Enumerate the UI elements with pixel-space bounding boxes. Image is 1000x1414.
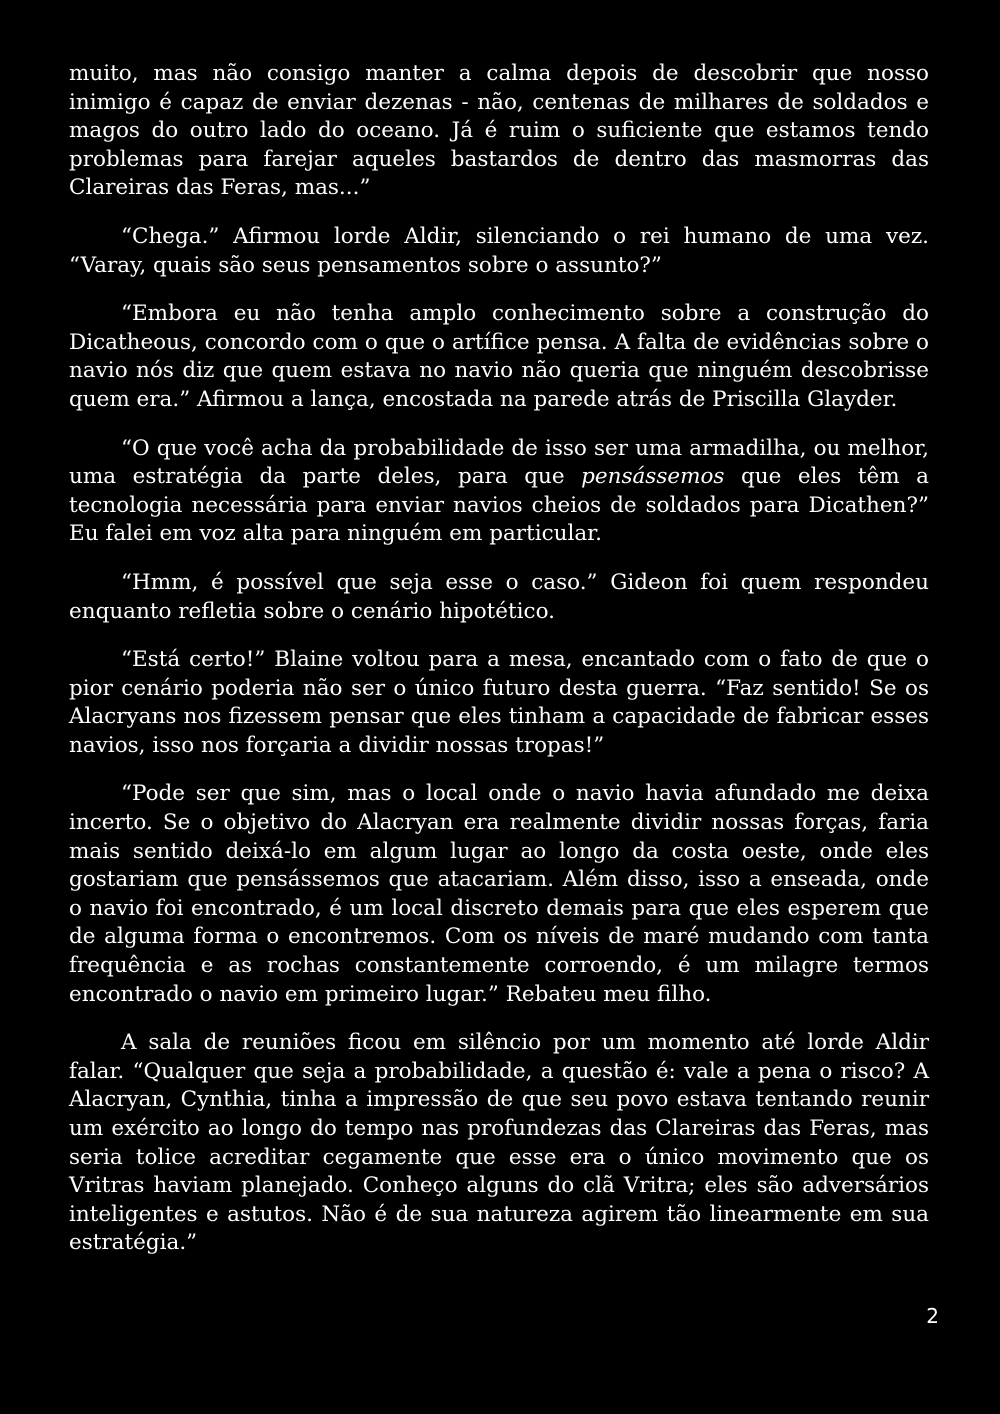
paragraph-7: “Pode ser que sim, mas o local onde o navio havia afundado me deixa incerto. Se o objetivo do Alacryan era realmente dividir nossas forças, faria mais sentido deixá-lo em algum lugar ao longo da costa oeste, onde eles gostariam que pensássemos que atacariam. Além disso, isso a enseada, onde o navio foi encontrado, é um local discreto demais para que eles esperem que de alguma forma o encontremos. Com os níveis de maré mudando com tanta frequência e as rochas constantemente corroendo, é um milagre termos encontrado o navio em primeiro lugar.” Rebateu meu filho. — [69, 781, 929, 1007]
paragraph-8: A sala de reuniões ficou em silêncio por um momento até lorde Aldir falar. “Qualquer que seja a probabilidade, a questão é: vale a pena o risco? A Alacryan, Cynthia, tinha a impressão de que seu povo estava tentando reunir um exército ao longo do tempo nas profundezas das Clareiras das Feras, mas seria tolice acreditar cegamente que esse era o único movimento que os Vritras haviam planejado. Conheço alguns do clã Vritra; eles são adversários inteligentes e astutos. Não é de sua natureza agirem tão linearmente em sua estratégia.” — [69, 1030, 929, 1256]
page-number: 2 — [926, 1304, 939, 1328]
paragraph-4-after: que eles têm a tecnologia necessária para enviar navios cheios de soldados para Dicathen?” Eu falei em voz alta para ninguém em particular. — [69, 464, 929, 547]
body-text — [69, 60, 929, 1278]
paragraph-4-before: “O que você acha da probabilidade de isso ser uma armadilha, ou melhor, uma estratégia da parte deles, para que — [69, 435, 929, 490]
emphasis-pensassemos: pensássemos — [581, 464, 725, 490]
paragraph-6: “Está certo!” Blaine voltou para a mesa, encantado com o fato de que o pior cenário poderia não ser o único futuro desta guerra. “Faz sentido! Se os Alacryans nos fizessem pensar que eles tinham a capacidade de fabricar esses navios, isso nos forçaria a dividir nossas tropas!” — [69, 647, 929, 758]
paragraph-3: “Embora eu não tenha amplo conhecimento sobre a construção do Dicatheous, concordo com o que o artífice pensa. A falta de evidências sobre o navio nós diz que quem estava no navio não queria que ninguém descobrisse quem era.” Afirmou a lança, encostada na parede atrás de Priscilla Glayder. — [69, 301, 929, 412]
paragraph-4 — [69, 435, 929, 549]
paragraph-5: “Hmm, é possível que seja esse o caso.” Gideon foi quem respondeu enquanto refletia sobre o cenário hipotético. — [69, 569, 929, 624]
paragraph-1: muito, mas não consigo manter a calma depois de descobrir que nosso inimigo é capaz de enviar dezenas - não, centenas de milhares de soldados e magos do outro lado do oceano. Já é ruim o suficiente que estamos tendo problemas para farejar aqueles bastardos de dentro das masmorras das Clareiras das Feras, mas...” — [69, 61, 929, 201]
paragraph-2: “Chega.” Afirmou lorde Aldir, silenciando o rei humano de uma vez. “Varay, quais são seus pensamentos sobre o assunto?” — [69, 223, 929, 278]
